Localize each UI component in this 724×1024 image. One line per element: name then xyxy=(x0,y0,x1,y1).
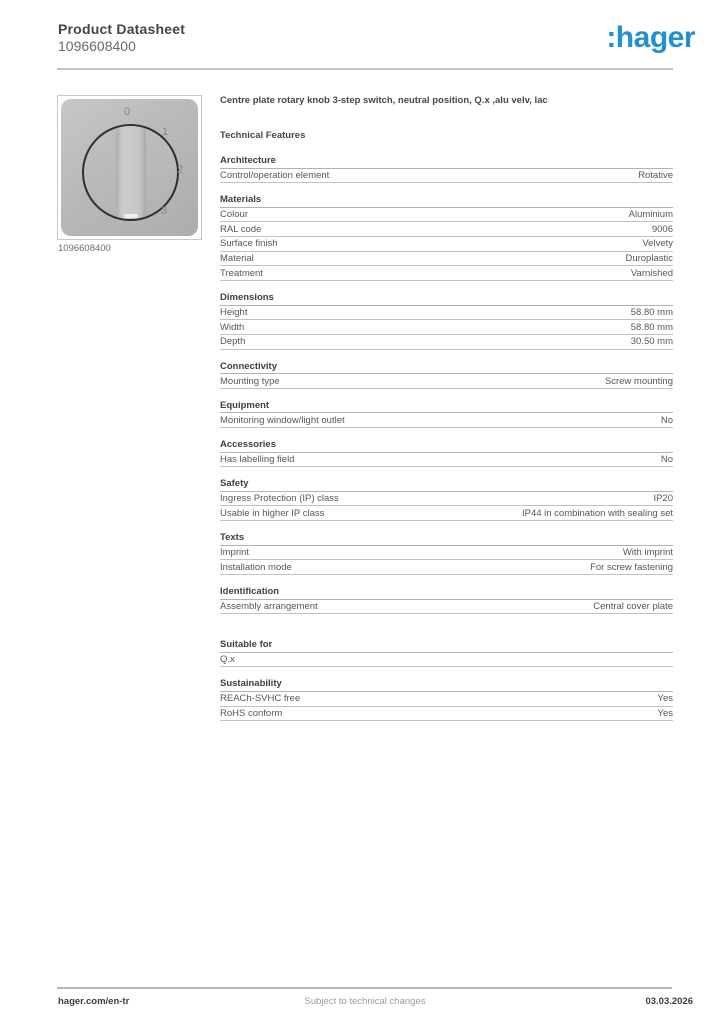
table-row xyxy=(220,335,673,350)
row-value: Duroplastic xyxy=(625,253,673,265)
section-heading: Texts xyxy=(220,532,673,546)
image-caption: 1096608400 xyxy=(58,243,111,254)
row-label: Q.x xyxy=(220,654,235,666)
header-divider xyxy=(57,68,673,70)
row-value: Rotative xyxy=(638,169,673,181)
product-image xyxy=(57,95,202,240)
table-section xyxy=(220,194,673,281)
table-row xyxy=(220,237,673,252)
section-heading: Architecture xyxy=(220,155,673,169)
row-value: IP44 in combination with sealing set xyxy=(521,507,673,519)
table-row xyxy=(220,374,673,389)
table-section xyxy=(220,155,673,183)
table-row xyxy=(220,306,673,321)
table-row xyxy=(220,208,673,223)
row-label: Width xyxy=(220,321,245,333)
row-label: Usable in higher IP class xyxy=(220,507,325,519)
table-section xyxy=(220,439,673,467)
table-row xyxy=(220,453,673,468)
row-value: Aluminium xyxy=(628,209,673,221)
row-value: Screw mounting xyxy=(604,375,673,387)
row-value: Varnished xyxy=(630,267,673,279)
table-section xyxy=(220,478,673,521)
row-label: Ingress Protection (IP) class xyxy=(220,493,339,505)
knob-handle-graphic xyxy=(116,126,146,219)
table-section xyxy=(220,532,673,575)
row-label: Control/operation element xyxy=(220,169,330,181)
switch-plate-graphic xyxy=(61,99,198,236)
footer-date: 03.03.2026 xyxy=(645,996,693,1007)
main-content xyxy=(220,95,673,732)
table-row xyxy=(220,320,673,335)
footer-divider xyxy=(57,987,672,989)
table-row xyxy=(220,222,673,237)
row-label: Colour xyxy=(220,209,248,221)
table-section xyxy=(220,678,673,721)
table-section xyxy=(220,639,673,667)
table-row xyxy=(220,692,673,707)
table-section xyxy=(220,361,673,389)
knob-position-3: 3 xyxy=(161,205,168,217)
row-value: Yes xyxy=(657,693,673,705)
knob-position-0: 0 xyxy=(124,106,131,118)
section-heading: Equipment xyxy=(220,400,673,414)
row-value: 9006 xyxy=(651,223,673,235)
table-row xyxy=(220,546,673,561)
table-section xyxy=(220,292,673,350)
row-value: With imprint xyxy=(622,546,673,558)
table-row xyxy=(220,653,673,668)
row-label: Mounting type xyxy=(220,375,280,387)
row-value: 58.80 mm xyxy=(630,321,673,333)
row-value: IP20 xyxy=(653,493,673,505)
row-value: No xyxy=(660,414,673,426)
table-row xyxy=(220,169,673,184)
section-heading: Dimensions xyxy=(220,292,673,306)
row-label: Treatment xyxy=(220,267,263,279)
footer-notice: Subject to technical changes xyxy=(304,996,426,1007)
knob-notch-graphic xyxy=(124,214,138,218)
hager-logo: :hager xyxy=(606,21,695,54)
section-heading: Materials xyxy=(220,194,673,208)
knob-position-1: 1 xyxy=(162,126,169,138)
section-heading: Suitable for xyxy=(220,639,673,653)
row-label: Depth xyxy=(220,336,246,348)
row-label: Surface finish xyxy=(220,238,278,250)
row-label: Monitoring window/light outlet xyxy=(220,414,345,426)
page-title: Product Datasheet xyxy=(58,21,186,37)
table-row xyxy=(220,600,673,615)
table-row xyxy=(220,492,673,507)
row-label: RoHS conform xyxy=(220,707,283,719)
section-heading: Safety xyxy=(220,478,673,492)
technical-features-title: Technical Features xyxy=(220,130,306,141)
row-label: Imprint xyxy=(220,546,250,558)
row-label: Assembly arrangement xyxy=(220,600,318,612)
row-label: REACh-SVHC free xyxy=(220,693,301,705)
section-heading: Sustainability xyxy=(220,678,673,692)
table-section xyxy=(220,400,673,428)
row-value: Yes xyxy=(657,707,673,719)
table-row xyxy=(220,560,673,575)
section-heading: Accessories xyxy=(220,439,673,453)
table-row xyxy=(220,506,673,521)
row-value: Central cover plate xyxy=(593,600,673,612)
row-value: For screw fastening xyxy=(590,561,673,573)
features-table xyxy=(220,155,673,721)
table-section xyxy=(220,586,673,614)
row-value: 58.80 mm xyxy=(630,306,673,318)
row-label: Material xyxy=(220,253,254,265)
table-row xyxy=(220,707,673,722)
row-label: Has labelling field xyxy=(220,453,295,465)
row-value: 30.50 mm xyxy=(630,336,673,348)
row-label: Installation mode xyxy=(220,561,292,573)
table-row xyxy=(220,266,673,281)
row-value: Velvety xyxy=(642,238,673,250)
row-value: No xyxy=(660,453,673,465)
knob-position-2: 2 xyxy=(177,164,184,176)
section-heading: Connectivity xyxy=(220,361,673,375)
row-label: RAL code xyxy=(220,223,262,235)
section-heading: Identification xyxy=(220,586,673,600)
footer xyxy=(57,996,693,1010)
row-label: Height xyxy=(220,306,248,318)
footer-website-link[interactable]: hager.com/en-tr xyxy=(58,996,130,1007)
table-row xyxy=(220,252,673,267)
table-row xyxy=(220,413,673,428)
product-description: Centre plate rotary knob 3-step switch, neutral position, Q.x ,alu velv, lac xyxy=(220,95,548,106)
product-code: 1096608400 xyxy=(58,38,136,54)
